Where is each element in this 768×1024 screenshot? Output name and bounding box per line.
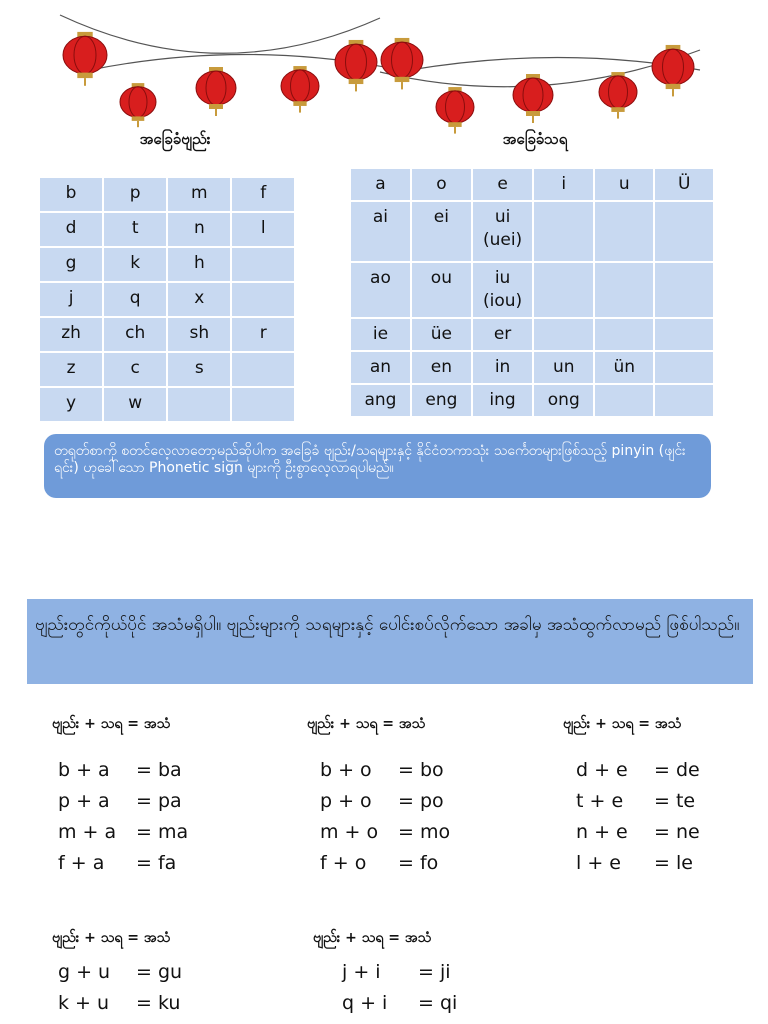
table-row — [39, 387, 295, 422]
formula-group-o — [320, 755, 450, 879]
formula-line — [576, 817, 700, 848]
table-cell: u — [594, 168, 654, 201]
table-cell: h — [167, 247, 231, 282]
formula-rhs: = ne — [654, 821, 700, 843]
table-cell: ui (uei) — [472, 201, 533, 262]
initials-explanation-banner: ဗျည်းတွင်ကိုယ်ပိုင် အသံမရှိပါ။ ဗျည်းများကို သရများနှင့် ပေါင်းစပ်လိုက်သော အခါမှ အသံထွက်လာမည် ဖြစ်ပါသည်။ — [27, 599, 753, 684]
finals-table — [349, 167, 715, 418]
formula-rhs: = fo — [398, 852, 439, 874]
lantern-icon — [281, 66, 319, 113]
lantern-icon — [599, 72, 637, 119]
table-cell: l — [231, 212, 295, 247]
formula-lhs: p + o — [320, 790, 372, 812]
formula-lhs: b + o — [320, 759, 372, 781]
formula-line — [58, 786, 188, 817]
table-cell: en — [411, 351, 472, 384]
table-cell: ing — [472, 384, 533, 417]
table-cell — [594, 201, 654, 262]
table-cell: iu (iou) — [472, 262, 533, 318]
formula-lhs: b + a — [58, 759, 110, 781]
formula-lhs: t + e — [576, 790, 624, 812]
formula-lhs: j + i — [342, 961, 381, 983]
lantern-icon — [513, 74, 553, 123]
table-cell: c — [103, 352, 167, 387]
table-cell: z — [39, 352, 103, 387]
formula-line — [58, 957, 182, 988]
formula-rhs: = ku — [136, 992, 181, 1014]
formula-line — [576, 755, 700, 786]
table-cell: üe — [411, 318, 472, 351]
initials-table — [38, 176, 296, 423]
formula-line — [58, 817, 188, 848]
table-cell: g — [39, 247, 103, 282]
table-row — [350, 318, 714, 351]
table-cell — [231, 282, 295, 317]
table-row — [39, 177, 295, 212]
formula-lhs: p + a — [58, 790, 110, 812]
table-cell: s — [167, 352, 231, 387]
table-cell: ün — [594, 351, 654, 384]
table-cell — [167, 387, 231, 422]
formula-group-i — [342, 957, 457, 1019]
formula-line — [320, 817, 450, 848]
table-cell: a — [350, 168, 411, 201]
table-cell — [231, 387, 295, 422]
table-cell — [594, 262, 654, 318]
formula-lhs: m + o — [320, 821, 379, 843]
formula-lhs: d + e — [576, 759, 628, 781]
formula-header: ဗျည်း + သရ = အသံ — [52, 716, 171, 732]
formula-lhs: q + i — [342, 992, 388, 1014]
formula-header: ဗျည်း + သရ = အသံ — [307, 716, 426, 732]
table-cell: b — [39, 177, 103, 212]
lantern-icon — [381, 38, 423, 89]
table-cell: p — [103, 177, 167, 212]
formula-rhs: = ji — [418, 961, 451, 983]
formula-line — [576, 786, 700, 817]
table-cell: d — [39, 212, 103, 247]
table-cell — [594, 384, 654, 417]
lantern-icon — [63, 32, 107, 86]
formula-line — [58, 848, 188, 879]
formula-line — [58, 755, 188, 786]
lantern-icon — [196, 67, 236, 116]
formula-line — [320, 786, 450, 817]
formula-header: ဗျည်း + သရ = အသံ — [563, 716, 682, 732]
table-cell: ong — [533, 384, 594, 417]
pinyin-intro-note: တရုတ်စာကို စတင်လေ့လာတော့မည်ဆိုပါက အခြေခံ ဗျည်း/သရများနှင့် နိုင်ငံတကာသုံး သင်္ကေတများဖြစ်သည့် pinyin (ဖျင်းရင်း) ဟုခေါ်သော Phonetic sign များကို ဦးစွာလေ့လာရပါမည်။ — [44, 434, 711, 498]
table-cell: n — [167, 212, 231, 247]
table-cell — [654, 351, 714, 384]
table-cell — [231, 352, 295, 387]
formula-lhs: g + u — [58, 961, 111, 983]
formula-rhs: = bo — [398, 759, 444, 781]
formula-rhs: = le — [654, 852, 693, 874]
table-cell: un — [533, 351, 594, 384]
finals-title: အခြေခံသရ — [502, 130, 568, 148]
formula-line — [320, 755, 450, 786]
formula-rhs: = de — [654, 759, 700, 781]
table-row — [350, 384, 714, 417]
table-cell: x — [167, 282, 231, 317]
formula-group-a — [58, 755, 188, 879]
table-cell: sh — [167, 317, 231, 352]
formula-rhs: = ba — [136, 759, 182, 781]
lantern-icon — [436, 87, 474, 134]
table-cell: k — [103, 247, 167, 282]
formula-rhs: = pa — [136, 790, 182, 812]
table-cell: ei — [411, 201, 472, 262]
formula-line — [576, 848, 700, 879]
table-cell: ang — [350, 384, 411, 417]
table-cell: e — [472, 168, 533, 201]
table-cell — [654, 201, 714, 262]
formula-group-u — [58, 957, 182, 1019]
lantern-icon — [335, 40, 377, 91]
table-row — [39, 282, 295, 317]
table-cell — [654, 384, 714, 417]
table-cell: ao — [350, 262, 411, 318]
formula-rhs: = mo — [398, 821, 451, 843]
table-cell — [654, 318, 714, 351]
initials-title: အခြေခံဗျည်း — [139, 130, 211, 148]
formula-lhs: n + e — [576, 821, 628, 843]
table-cell: an — [350, 351, 411, 384]
table-row — [39, 317, 295, 352]
formula-lhs: f + o — [320, 852, 367, 874]
table-cell: o — [411, 168, 472, 201]
formula-lhs: l + e — [576, 852, 621, 874]
formula-line — [320, 848, 450, 879]
table-cell: m — [167, 177, 231, 212]
table-cell — [533, 201, 594, 262]
formula-rhs: = ma — [136, 821, 189, 843]
lantern-decoration — [0, 0, 768, 140]
lantern-icon — [652, 45, 694, 96]
formula-line — [58, 988, 182, 1019]
table-cell: Ü — [654, 168, 714, 201]
table-cell: in — [472, 351, 533, 384]
formula-lhs: m + a — [58, 821, 117, 843]
formula-header: ဗျည်း + သရ = အသံ — [313, 930, 432, 946]
formula-rhs: = gu — [136, 961, 183, 983]
table-row — [39, 247, 295, 282]
table-row — [350, 201, 714, 262]
formula-line — [342, 988, 457, 1019]
table-cell: ie — [350, 318, 411, 351]
table-cell — [533, 262, 594, 318]
table-cell: j — [39, 282, 103, 317]
table-cell: t — [103, 212, 167, 247]
formula-lhs: k + u — [58, 992, 110, 1014]
formula-rhs: = qi — [418, 992, 458, 1014]
table-cell: i — [533, 168, 594, 201]
table-cell: ai — [350, 201, 411, 262]
formula-lhs: f + a — [58, 852, 105, 874]
table-cell: q — [103, 282, 167, 317]
formula-rhs: = te — [654, 790, 696, 812]
lantern-icon — [120, 83, 156, 127]
table-cell: r — [231, 317, 295, 352]
table-cell: eng — [411, 384, 472, 417]
table-cell — [594, 318, 654, 351]
table-cell: er — [472, 318, 533, 351]
table-row — [350, 351, 714, 384]
formula-header: ဗျည်း + သရ = အသံ — [52, 930, 171, 946]
formula-rhs: = fa — [136, 852, 177, 874]
table-cell: ou — [411, 262, 472, 318]
table-cell: ch — [103, 317, 167, 352]
table-cell: y — [39, 387, 103, 422]
table-row — [350, 168, 714, 201]
formula-line — [342, 957, 457, 988]
table-cell: zh — [39, 317, 103, 352]
table-row — [39, 212, 295, 247]
formula-group-e — [576, 755, 700, 879]
formula-rhs: = po — [398, 790, 444, 812]
table-cell: w — [103, 387, 167, 422]
table-cell — [231, 247, 295, 282]
table-cell: f — [231, 177, 295, 212]
table-cell — [533, 318, 594, 351]
table-cell — [654, 262, 714, 318]
table-row — [39, 352, 295, 387]
table-row — [350, 262, 714, 318]
